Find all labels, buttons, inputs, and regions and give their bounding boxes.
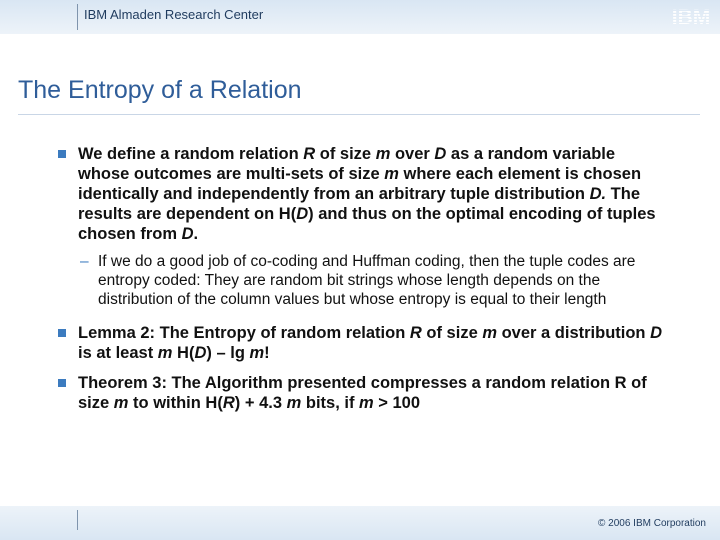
- text-run: where each element is chosen identically and independently from an arbitrary tuple distribution: [78, 165, 642, 203]
- text-run: over a distribution: [497, 324, 651, 342]
- footer-divider: [77, 510, 78, 530]
- copyright-notice: © 2006 IBM Corporation: [598, 518, 706, 529]
- variable: D.: [589, 185, 607, 203]
- variable: D: [194, 344, 207, 362]
- header-title: IBM Almaden Research Center: [84, 7, 264, 22]
- text-run: of size: [421, 324, 483, 342]
- text-run: is at least: [78, 344, 158, 362]
- text-run: over: [390, 145, 435, 163]
- square-bullet-icon: [58, 379, 66, 387]
- slide-title: The Entropy of a Relation: [18, 76, 302, 104]
- variable: m: [384, 165, 399, 183]
- variable: m: [113, 394, 129, 412]
- text-run: The results are dependent on H(: [78, 185, 640, 223]
- text-run: > 100: [373, 394, 421, 412]
- text-run: ) + 4.3: [234, 394, 287, 412]
- variable: R: [222, 394, 235, 412]
- header-bar: [0, 0, 720, 34]
- text-run: .: [193, 225, 199, 243]
- text-run: to within H(: [128, 394, 223, 412]
- variable: R: [303, 145, 316, 163]
- text-run: Lemma 2: The Entropy of random relation: [78, 324, 410, 342]
- text-run: as a random variable whose outcomes are multi-sets of size: [78, 145, 616, 183]
- variable: m: [375, 145, 391, 163]
- slide-content: [58, 144, 668, 423]
- variable: D: [434, 145, 447, 163]
- variable: D: [650, 324, 663, 342]
- variable: m: [359, 394, 374, 412]
- text-run: of size: [315, 145, 376, 163]
- text-run: ) – lg: [206, 344, 250, 362]
- text-run: We define a random relation: [78, 145, 304, 163]
- text-run: H(: [172, 344, 195, 362]
- ibm-logo-icon: [670, 5, 712, 27]
- bullet-lemma-2: [58, 323, 668, 363]
- variable: m: [286, 394, 302, 412]
- footer-bar: [0, 506, 720, 540]
- sub-bullet-entropy-coding: [58, 252, 668, 309]
- text-run: Theorem 3: The Algorithm presented compresses a random relation R of size: [78, 374, 647, 412]
- bullet-theorem-3: [58, 373, 668, 413]
- variable: m: [157, 344, 173, 362]
- square-bullet-icon: [58, 150, 66, 158]
- variable: m: [482, 324, 497, 342]
- variable: R: [409, 324, 422, 342]
- sub-bullet-text: If we do a good job of co-coding and Huffman coding, then the tuple codes are entropy coded: They are random bit strings whose length depends on the distribution of the column values but whose entropy is equal to their length: [98, 253, 636, 308]
- text-run: !: [264, 344, 270, 362]
- text-run: ) and thus on the optimal encoding of tuples chosen from: [78, 205, 656, 243]
- variable: D: [296, 205, 309, 223]
- header-divider: [77, 4, 78, 30]
- text-run: bits, if: [301, 394, 360, 412]
- bullet-definition: [58, 144, 668, 244]
- variable: D: [181, 225, 194, 243]
- title-divider: [18, 114, 700, 115]
- variable: m: [249, 344, 265, 362]
- dash-bullet-icon: –: [80, 253, 89, 270]
- ibm-logo-text: IBM: [671, 6, 711, 27]
- square-bullet-icon: [58, 329, 66, 337]
